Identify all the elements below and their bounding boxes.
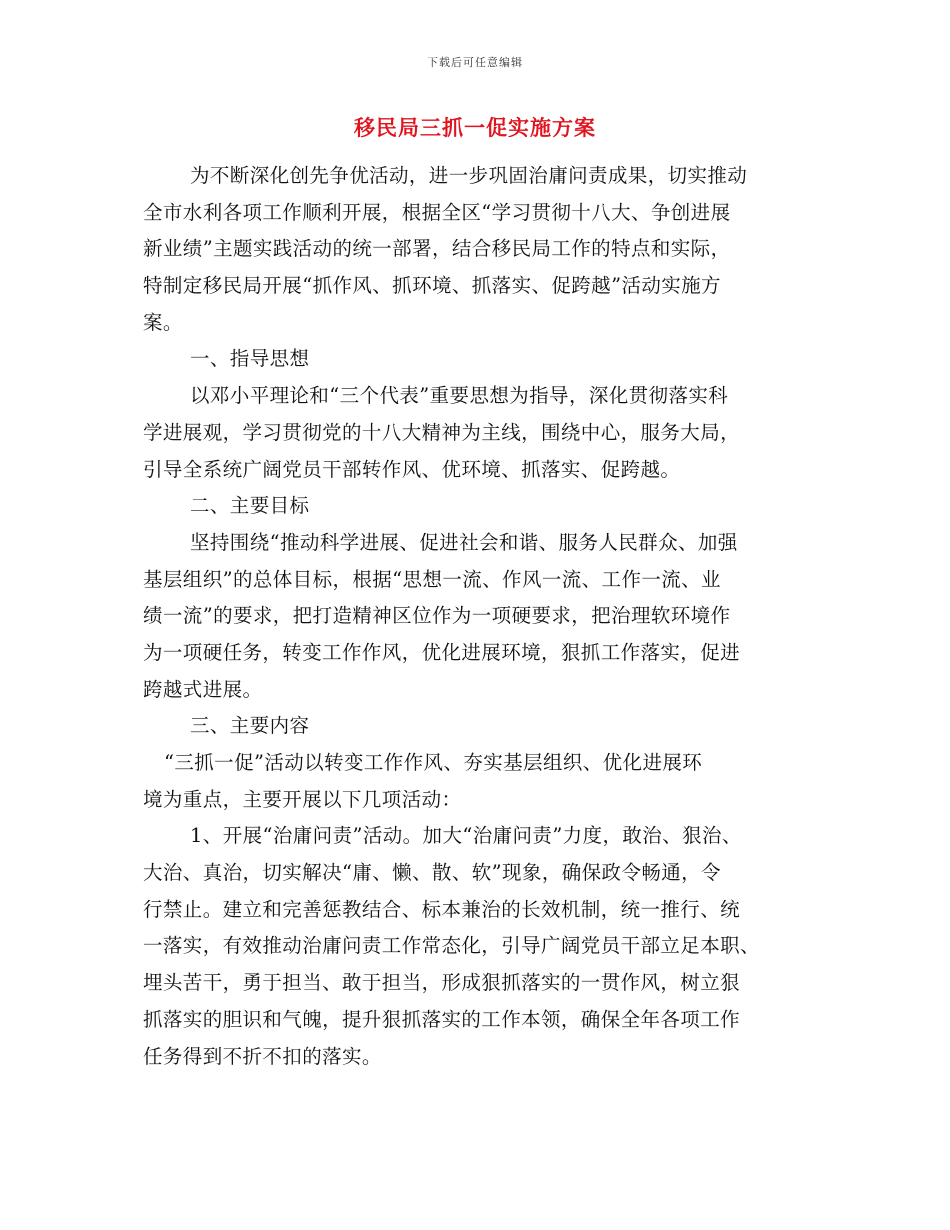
section-heading: 一、指导思想 (190, 347, 310, 371)
paragraph-line: “三抓一促”活动以转变工作作风、夯实基层组织、优化进展环 (164, 751, 703, 774)
paragraph-line: 埋头苦干，勇于担当、敢于担当，形成狠抓落实的一贯作风，树立狠 (143, 971, 741, 995)
section-heading: 三、主要内容 (190, 714, 310, 738)
paragraph-line: 特制定移民局开展“抓作风、抓环境、抓落实、促跨越”活动实施方 (143, 274, 721, 298)
document-title: 移民局三抓一促实施方案 (354, 115, 596, 140)
paragraph-line: 基层组织”的总体目标，根据“思想一流、作风一流、工作一流、业 (143, 567, 721, 591)
paragraph-line: 绩一流”的要求，把打造精神区位作为一项硬要求，把治理软环境作 (143, 604, 731, 628)
header-note: 下载后可任意编辑 (427, 56, 523, 69)
paragraph-line: 坚持围绕“推动科学进展、促进社会和谐、服务人民群众、加强 (190, 530, 738, 554)
paragraph-line: 抓落实的胆识和气魄，提升狠抓落实的工作本领，确保全年各项工作 (143, 1007, 741, 1031)
paragraph-line: 境为重点，主要开展以下几项活动： (143, 787, 462, 811)
paragraph-line: 任务得到不折不扣的落实。 (143, 1044, 382, 1068)
paragraph-line: 行禁止。建立和完善惩教结合、标本兼治的长效机制，统一推行、统 (143, 897, 741, 921)
paragraph-line: 学进展观，学习贯彻党的十八大精神为主线，围绕中心，服务大局， (143, 420, 741, 444)
paragraph-line: 1、开展“治庸问责”活动。加大“治庸问责”力度，敢治、狠治、 (190, 824, 742, 848)
paragraph-line: 一落实，有效推动治庸问责工作常态化，引导广阔党员干部立足本职、 (143, 934, 760, 958)
paragraph-line: 以邓小平理论和“三个代表”重要思想为指导，深化贯彻落实科 (190, 384, 729, 408)
section-heading: 二、主要目标 (190, 494, 310, 518)
paragraph-line: 引导全系统广阔党员干部转作风、优环境、抓落实、促跨越。 (143, 457, 681, 481)
paragraph-line: 案。 (143, 310, 183, 334)
paragraph-line: 大治、真治，切实解决“庸、懒、散、软”现象，确保政令畅通，令 (143, 861, 721, 885)
paragraph-line: 为一项硬任务，转变工作作风，优化进展环境，狠抓工作落实，促进 (143, 640, 741, 664)
paragraph-line: 新业绩”主题实践活动的统一部署，结合移民局工作的特点和实际， (143, 237, 731, 261)
paragraph-line: 跨越式进展。 (143, 677, 263, 701)
document-body (143, 158, 833, 1075)
paragraph-line: 全市水利各项工作顺利开展，根据全区“学习贯彻十八大、争创进展 (143, 200, 731, 224)
paragraph-line: 为不断深化创先争优活动，进一步巩固治庸问责成果，切实推动 (190, 164, 748, 187)
